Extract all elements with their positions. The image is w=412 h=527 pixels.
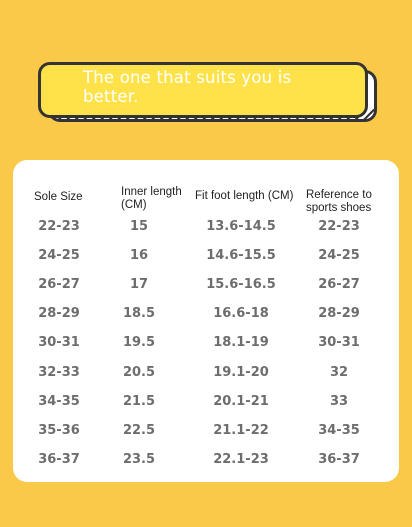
fit-foot-length-cell: 16.6-18 xyxy=(213,306,269,322)
sports-shoe-size-cell: 22-23 xyxy=(318,219,360,234)
sports-shoe-size-cell: 33 xyxy=(329,393,349,409)
sole-size-cell: 36-37 xyxy=(38,451,80,467)
sole-size-cell: 32-33 xyxy=(38,364,80,380)
inner-length-cell: 15 xyxy=(129,219,149,234)
inner-length-cell: 21.5 xyxy=(122,393,156,409)
header-fit-foot-length: Fit foot length (CM) xyxy=(195,190,294,202)
sole-size-cell: 24-25 xyxy=(38,248,80,264)
fit-foot-length-cell: 22.1-23 xyxy=(213,451,269,467)
inner-length-cell: 19.5 xyxy=(122,335,156,351)
sports-shoe-size-cell: 30-31 xyxy=(318,335,360,351)
sports-shoe-size-cell: 28-29 xyxy=(318,306,360,322)
size-table xyxy=(13,160,399,482)
header-sole-size: Sole Size xyxy=(34,191,83,203)
inner-length-cell: 17 xyxy=(129,277,149,293)
inner-length-cell: 18.5 xyxy=(122,306,156,322)
sole-size-cell: 28-29 xyxy=(38,306,80,322)
sole-size-cell: 22-23 xyxy=(38,219,80,234)
fit-foot-length-cell: 13.6-14.5 xyxy=(206,219,276,234)
sports-shoe-size-cell: 26-27 xyxy=(318,277,360,293)
sports-shoe-size-cell: 32 xyxy=(329,364,349,380)
banner-title: The one that suits you is better. xyxy=(83,68,292,106)
fit-foot-length-cell: 19.1-20 xyxy=(213,364,269,380)
inner-length-cell: 22.5 xyxy=(122,422,156,438)
banner xyxy=(38,62,368,118)
header-inner-length: Inner length (CM) xyxy=(121,186,182,211)
sole-size-cell: 26-27 xyxy=(38,277,80,293)
sole-size-cell: 34-35 xyxy=(38,393,80,409)
fit-foot-length-cell: 21.1-22 xyxy=(213,422,269,438)
sole-size-cell: 30-31 xyxy=(38,335,80,351)
fit-foot-length-cell: 15.6-16.5 xyxy=(206,277,276,293)
sports-shoe-size-cell: 34-35 xyxy=(318,422,360,438)
inner-length-cell: 20.5 xyxy=(122,364,156,380)
sole-size-cell: 35-36 xyxy=(38,422,80,438)
fit-foot-length-cell: 20.1-21 xyxy=(213,393,269,409)
sports-shoe-size-cell: 24-25 xyxy=(318,248,360,264)
inner-length-cell: 23.5 xyxy=(122,451,156,467)
fit-foot-length-cell: 14.6-15.5 xyxy=(206,248,276,264)
fit-foot-length-cell: 18.1-19 xyxy=(213,335,269,351)
header-reference-sports-shoes: Reference to sports shoes xyxy=(306,189,372,214)
inner-length-cell: 16 xyxy=(129,248,149,264)
sports-shoe-size-cell: 36-37 xyxy=(318,451,360,467)
